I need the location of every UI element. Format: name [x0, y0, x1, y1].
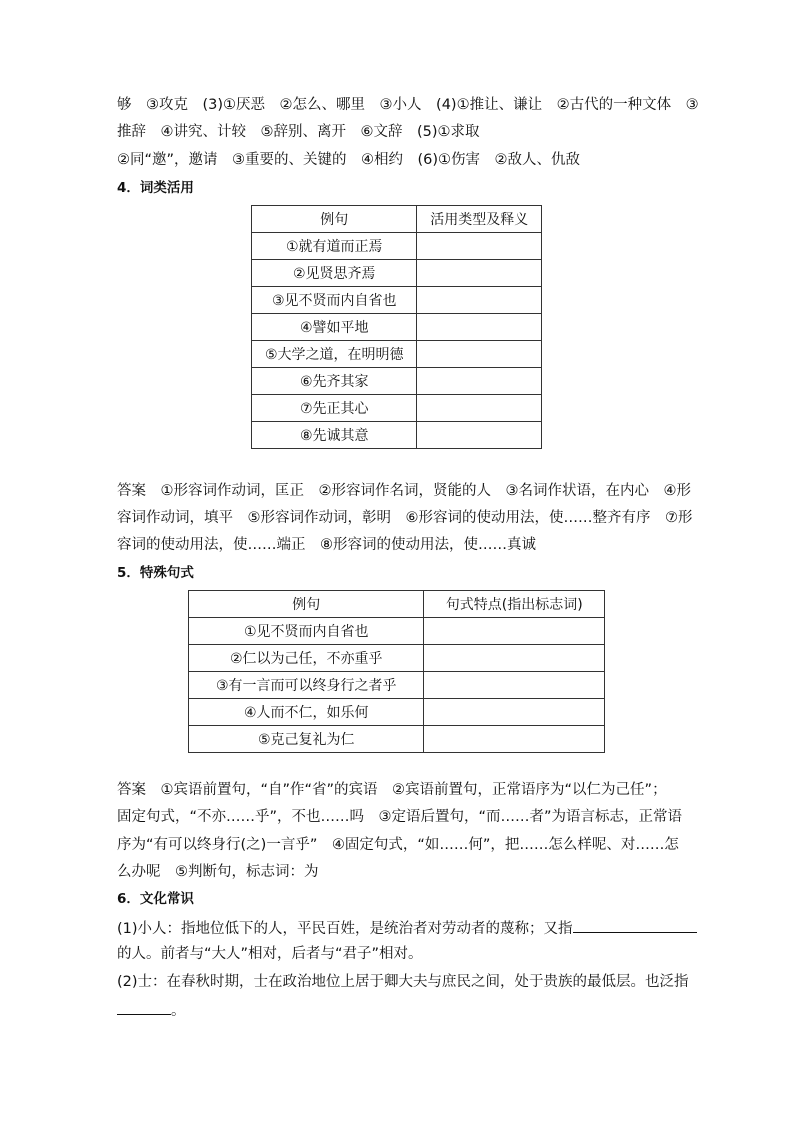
text-line: ②同“邀”，邀请 ③重要的、关键的 ④相约 (6)①伤害 ②敌人、仇敌 [117, 152, 581, 168]
word-usage-table [251, 205, 542, 449]
table-header-row [189, 591, 605, 618]
table-header-cell: 例句 [189, 591, 424, 618]
table-row [189, 618, 605, 645]
table-row [252, 233, 542, 260]
table-cell-blank [417, 233, 542, 260]
table-row [252, 287, 542, 314]
table-cell: ⑤克己复礼为仁 [189, 726, 424, 753]
culture-item-text: (1)小人：指地位低下的人，平民百姓，是统治者对劳动者的蔑称；又指 [117, 921, 573, 937]
section-heading-4: 4．词类活用 [117, 180, 194, 196]
table-cell: ⑤大学之道，在明明德 [252, 341, 417, 368]
table-row [189, 672, 605, 699]
table-row [189, 726, 605, 753]
table-cell-blank [417, 422, 542, 449]
table-cell: ⑧先诚其意 [252, 422, 417, 449]
table-cell: ②见贤思齐焉 [252, 260, 417, 287]
table-cell: ①就有道而正焉 [252, 233, 417, 260]
table-row [252, 422, 542, 449]
culture-item-1 [117, 917, 682, 939]
answer-line: 序为“有可以终身行(之)一言乎” ④固定句式，“如……何”，把……怎么样呢、对……怎 [117, 837, 679, 853]
table-cell-blank [424, 618, 605, 645]
table-cell-blank [424, 672, 605, 699]
answer-label: 答案 [117, 782, 146, 798]
text-line: 推辞 ④讲究、计较 ⑤辞别、离开 ⑥文辞 (5)①求取 [117, 124, 480, 140]
table-header-cell: 句式特点(指出标志词) [424, 591, 605, 618]
table-cell-blank [417, 260, 542, 287]
answer-label: 答案 [117, 483, 146, 499]
answer-line [117, 780, 682, 800]
table-cell: ④人而不仁，如乐何 [189, 699, 424, 726]
sentence-pattern-table [188, 590, 605, 753]
table-cell: ④譬如平地 [252, 314, 417, 341]
table-cell-blank [424, 699, 605, 726]
table-row [189, 699, 605, 726]
table-cell-blank [417, 368, 542, 395]
table-header-cell: 例句 [252, 206, 417, 233]
table-cell: ⑥先齐其家 [252, 368, 417, 395]
fill-in-blank[interactable] [573, 917, 697, 933]
table-cell: ③有一言而可以终身行之者乎 [189, 672, 424, 699]
answer-line: 固定句式，“不亦……乎”，不也……吗 ③定语后置句，“而……者”为语言标志，正常语 [117, 809, 683, 825]
text-line: 够 ③攻克 (3)①厌恶 ②怎么、哪里 ③小人 (4)①推让、谦让 ②古代的一种文体 ③ [117, 97, 699, 113]
culture-item-2: (2)士：在春秋时期，士在政治地位上居于卿大夫与庶民之间，处于贵族的最低层。也泛指 [117, 974, 689, 990]
table-cell: ①见不贤而内自省也 [189, 618, 424, 645]
culture-item-text: 。 [171, 1003, 186, 1019]
table-header-row [252, 206, 542, 233]
table-row [189, 645, 605, 672]
table-row [252, 314, 542, 341]
table-cell: ③见不贤而内自省也 [252, 287, 417, 314]
table-row [252, 368, 542, 395]
table-cell: ⑦先正其心 [252, 395, 417, 422]
table-cell-blank [417, 395, 542, 422]
answer-line: 么办呢 ⑤判断句，标志词：为 [117, 864, 319, 880]
fill-in-blank[interactable] [117, 999, 171, 1015]
table-row [252, 260, 542, 287]
answer-text: ①宾语前置句，“自”作“省”的宾语 ②宾语前置句，正常语序为“以仁为己任”； [160, 782, 667, 798]
table-cell-blank [417, 314, 542, 341]
answer-text: ①形容词作动词，匡正 ②形容词作名词，贤能的人 ③名词作状语，在内心 ④形 [160, 483, 691, 499]
answer-line: 容词的使动用法，使……端正 ⑧形容词的使动用法，使……真诚 [117, 537, 536, 553]
table-cell-blank [417, 287, 542, 314]
table-header-cell: 活用类型及释义 [417, 206, 542, 233]
answer-line: 容词作动词，填平 ⑤形容词作动词，彰明 ⑥形容词的使动用法，使……整齐有序 ⑦形 [117, 510, 693, 526]
table-row [252, 395, 542, 422]
answer-line [117, 481, 691, 501]
section-heading-6: 6．文化常识 [117, 891, 194, 907]
culture-item-2-cont [117, 999, 682, 1021]
table-cell-blank [417, 341, 542, 368]
table-row [252, 341, 542, 368]
table-cell-blank [424, 726, 605, 753]
culture-item-1-cont: 的人。前者与“大人”相对，后者与“君子”相对。 [117, 946, 423, 962]
table-cell-blank [424, 645, 605, 672]
table-cell: ②仁以为己任，不亦重乎 [189, 645, 424, 672]
section-heading-5: 5．特殊句式 [117, 565, 194, 581]
